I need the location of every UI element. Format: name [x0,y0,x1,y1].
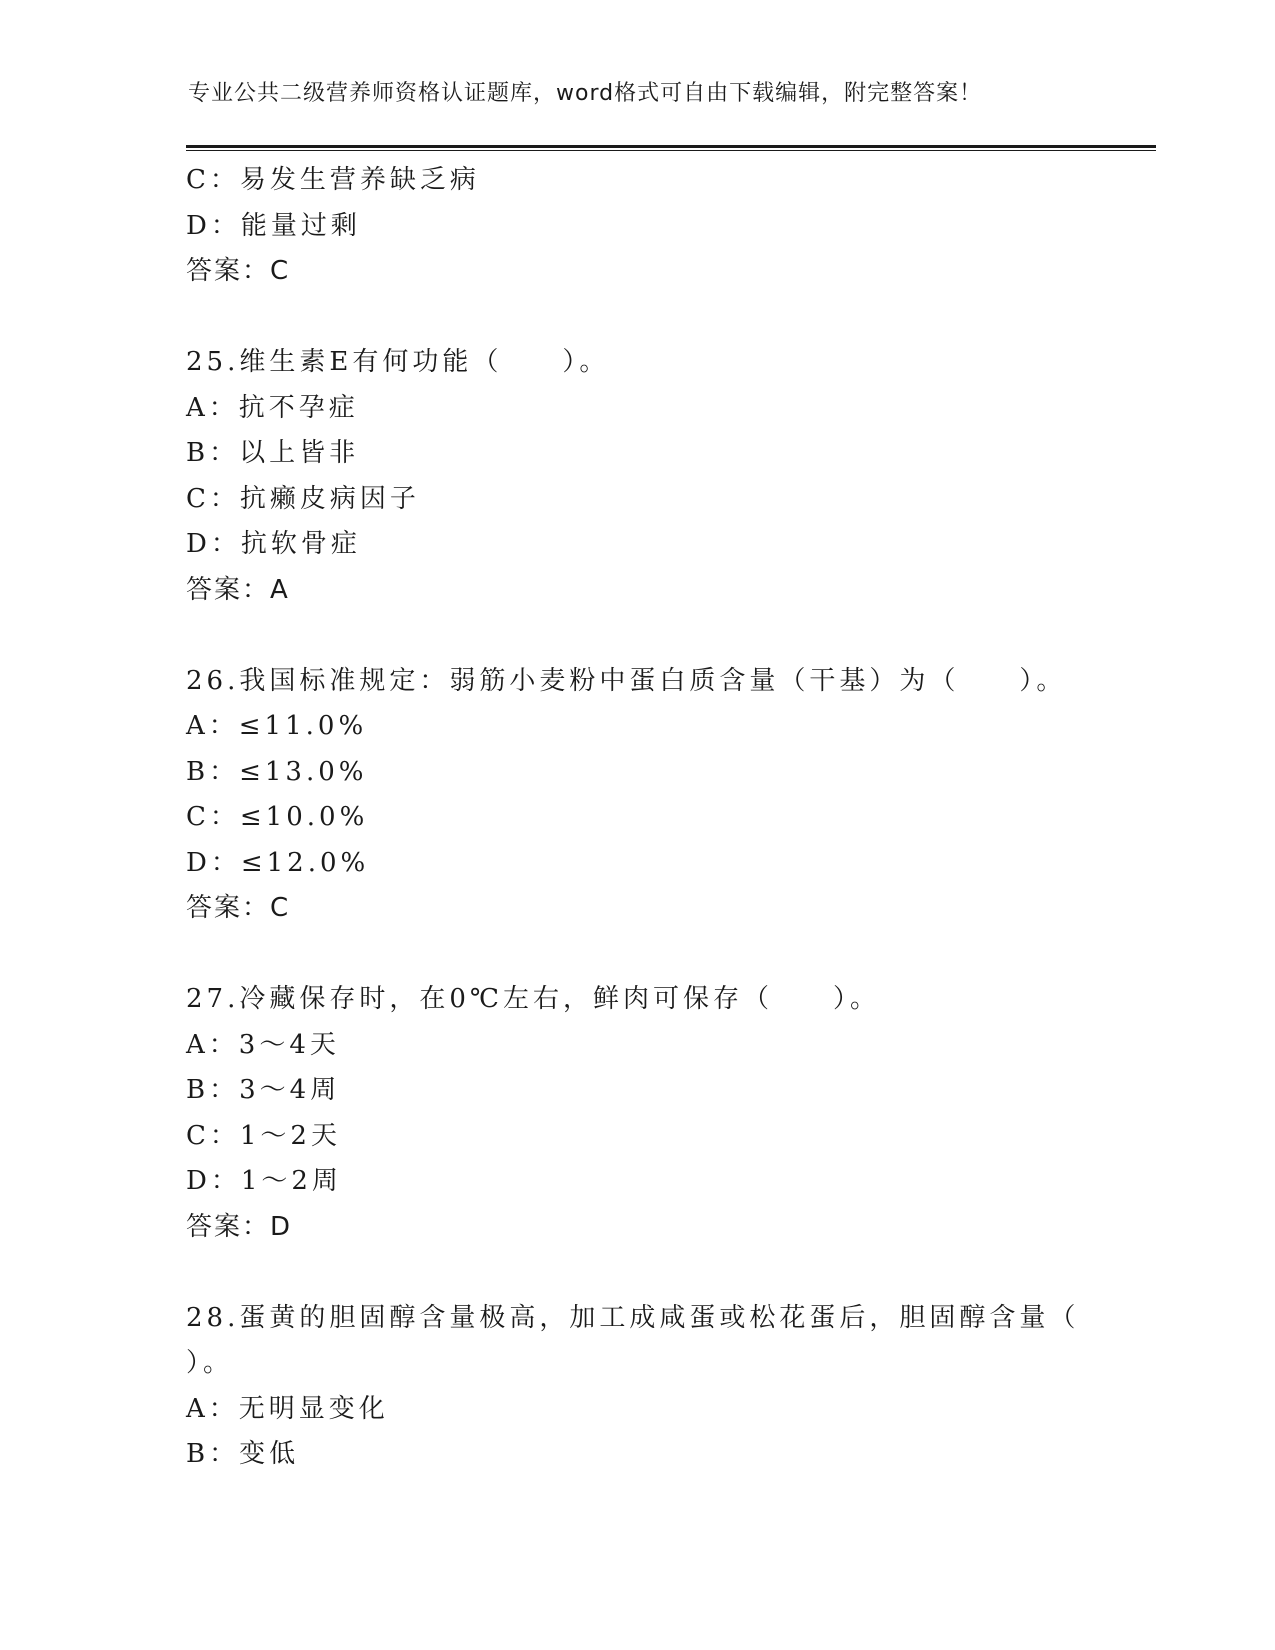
question-block [186,977,1086,1296]
option-a: A：抗不孕症 [186,392,359,423]
question-block [186,340,1086,659]
option-a: A：3～4天 [186,1029,340,1060]
option-a: A：无明显变化 [186,1393,389,1424]
header-rule [186,145,1156,148]
question-text: 26.我国标准规定：弱筋小麦粉中蛋白质含量（干基）为（ ）。 [186,665,1067,696]
question-text: 27.冷藏保存时，在0℃左右，鲜肉可保存（ ）。 [186,984,880,1014]
option-d: D：1～2周 [186,1166,342,1196]
question-text: 28.蛋黄的胆固醇含量极高，加工成咸蛋或松花蛋后，胆固醇含量（ [186,1302,1080,1333]
option-c: C：易发生营养缺乏病 [186,165,480,195]
question-text-continued: ）。 [186,1348,234,1378]
option-b: B：以上皆非 [186,438,360,468]
option-c: C：抗癞皮病因子 [186,483,420,514]
answer-line: 答案：C [186,256,291,286]
option-d: D：能量过剩 [186,210,361,241]
answer-line: 答案：D [186,1211,293,1242]
option-b: B：变低 [186,1439,300,1469]
question-text: 25.维生素E有何功能（ ）。 [186,347,610,377]
option-a: A：≤11.0% [186,711,368,741]
header-rule-thin [186,150,1156,151]
question-block [186,659,1086,978]
question-list [186,158,1086,1478]
option-b: B：≤13.0% [186,756,368,787]
option-d: D：≤12.0% [186,847,370,878]
option-b: B：3～4周 [186,1075,341,1105]
option-c: C：1～2天 [186,1120,341,1151]
option-c: C：≤10.0% [186,802,369,832]
option-d: D：抗软骨症 [186,529,361,559]
page-header: 专业公共二级营养师资格认证题库，word格式可自由下载编辑，附完整答案！ [188,81,983,106]
answer-line: 答案：A [186,574,290,605]
question-block [186,1296,1086,1478]
answer-line: 答案：C [186,893,291,923]
question-block [186,158,1086,340]
